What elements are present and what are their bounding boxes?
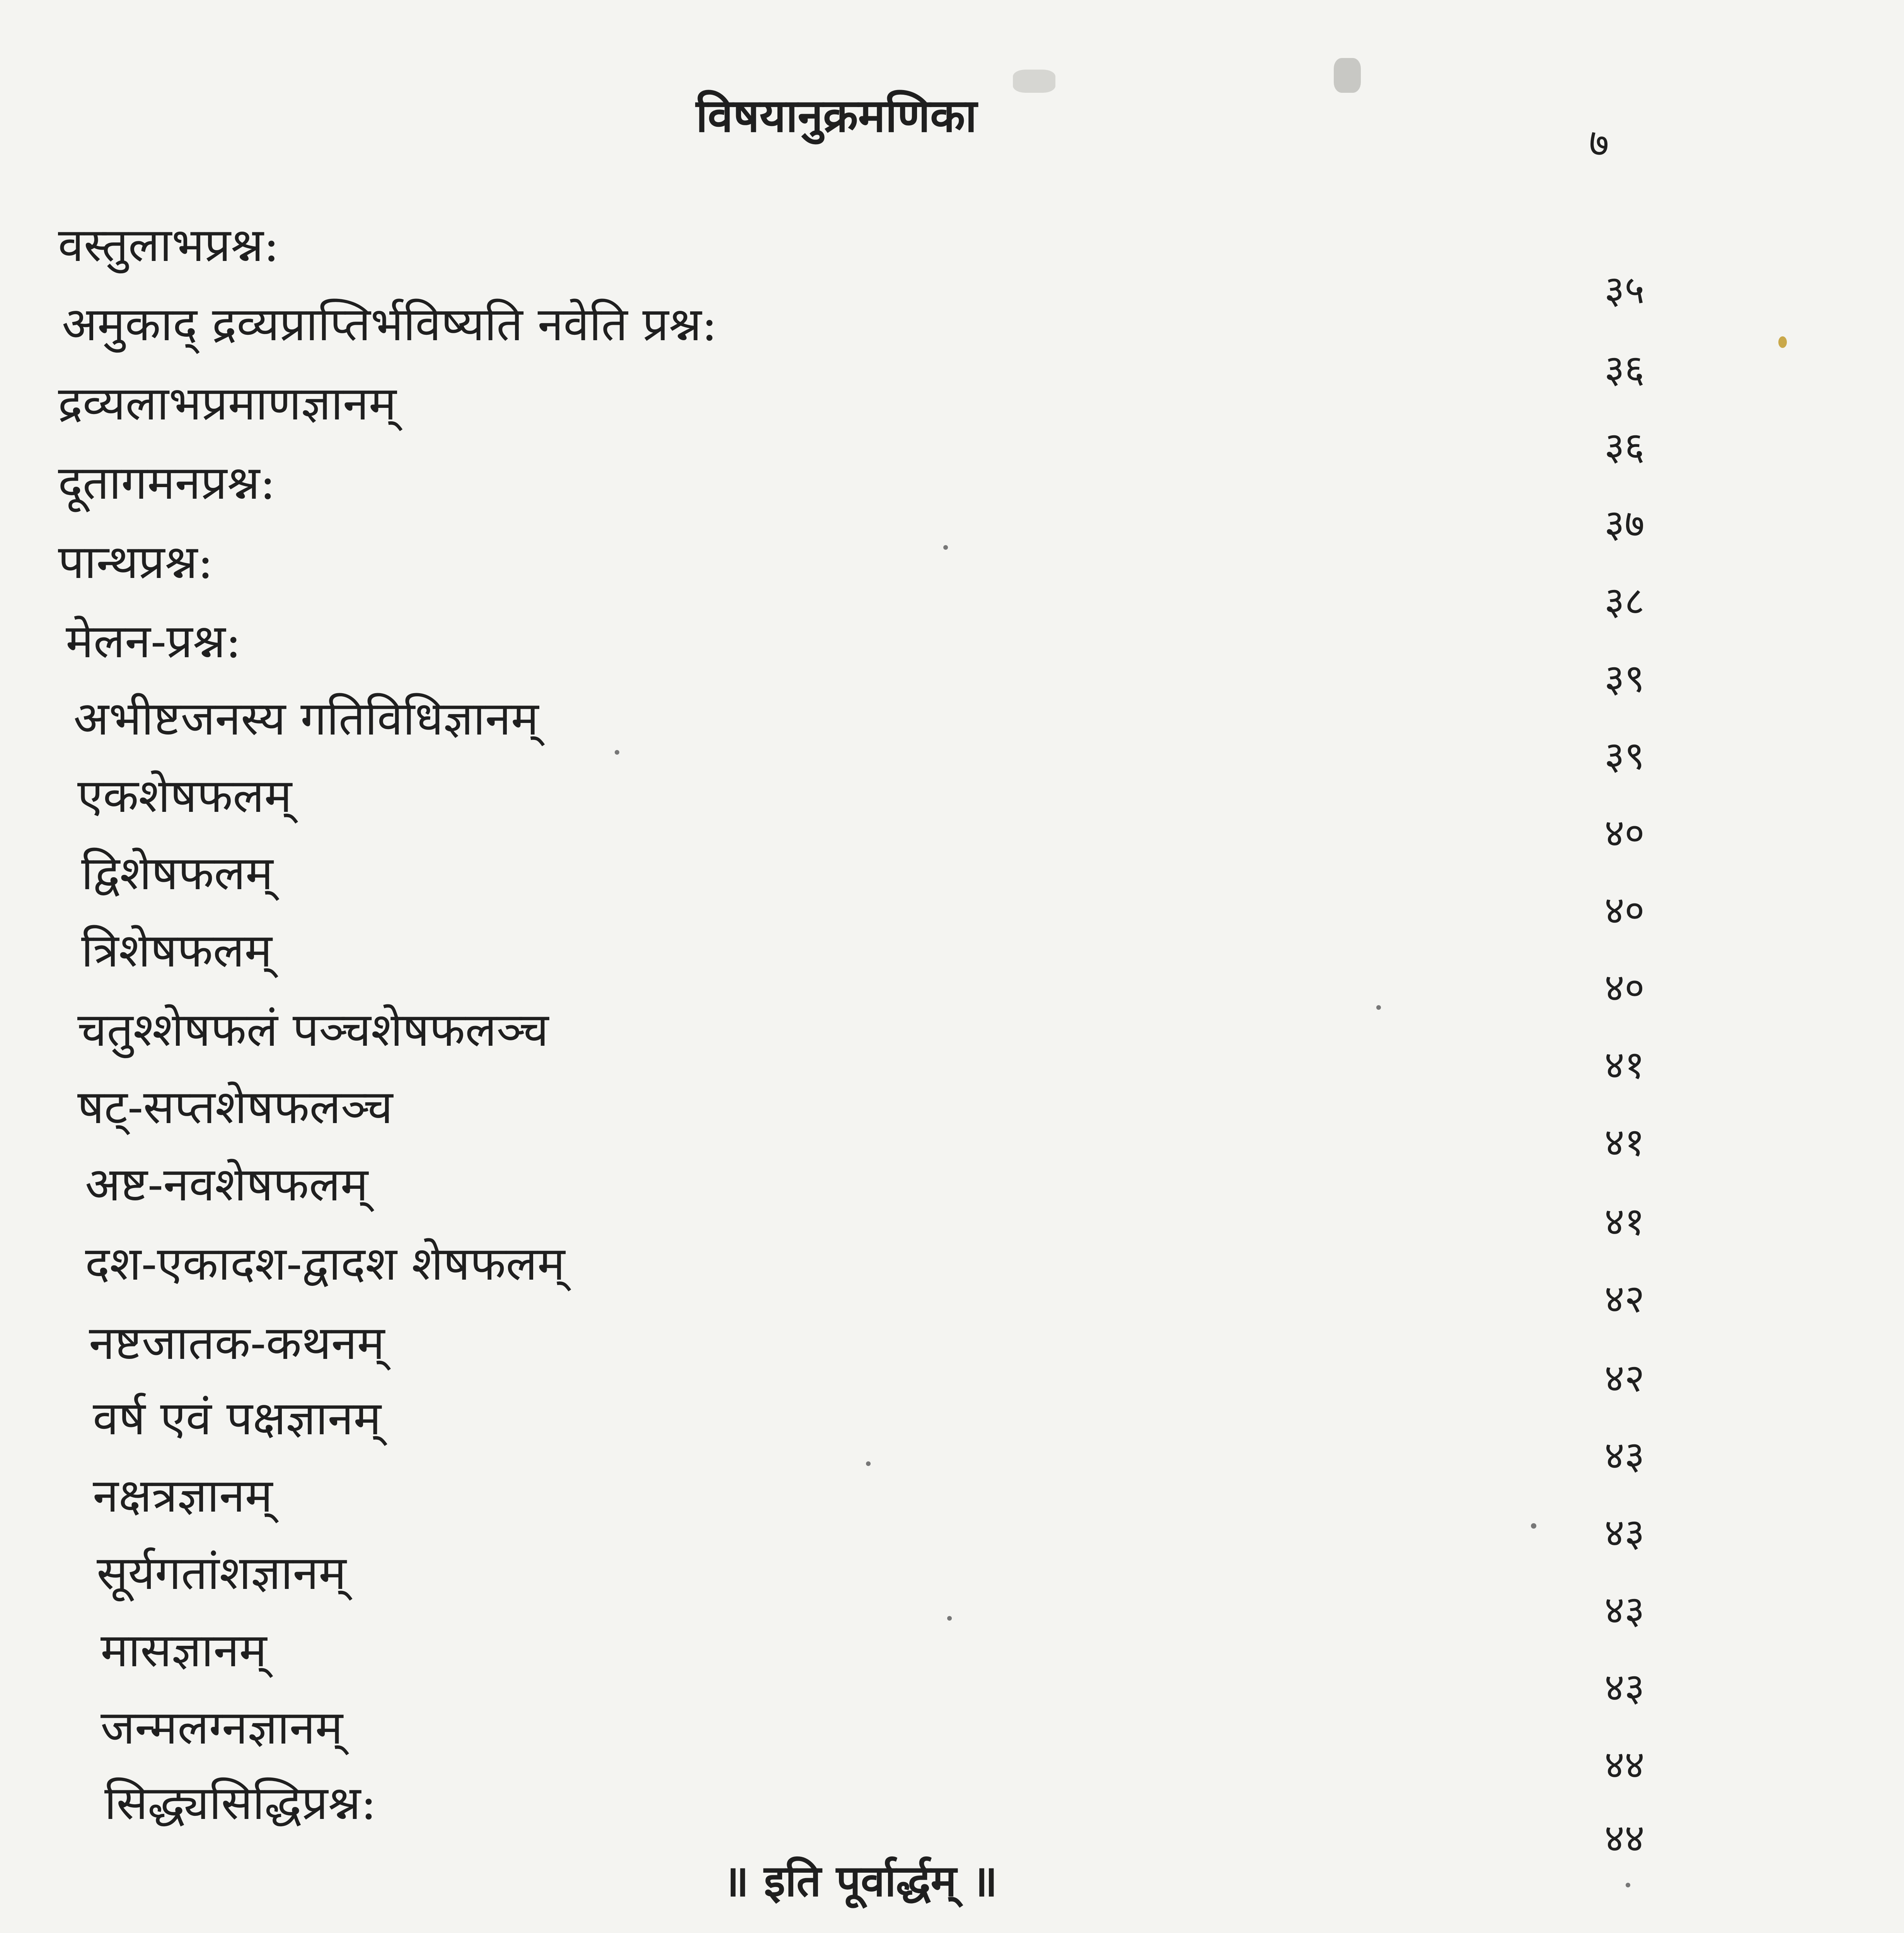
toc-entry-label: वस्तुलाभप्रश्न: — [58, 218, 280, 272]
toc-entry-label: द्रव्यलाभप्रमाणज्ञानम् — [58, 377, 397, 431]
scan-speck — [943, 545, 948, 550]
toc-entry-page: ३५ — [1604, 267, 1645, 312]
scan-speck — [615, 750, 619, 755]
part-end-marker: ॥ इति पूर्वार्द्धम् ॥ — [723, 1856, 998, 1906]
toc-entry-page: ४० — [1604, 888, 1645, 933]
toc-entry-page: ४३ — [1604, 1510, 1645, 1555]
toc-entry-page: ४१ — [1604, 1199, 1645, 1244]
toc-entry-label: वर्ष एवं पक्षज्ञानम् — [93, 1392, 382, 1445]
scan-speck — [1531, 1523, 1536, 1529]
toc-entry-page: ४४ — [1604, 1815, 1645, 1861]
toc-entry-label: षट्-सप्तशेषफलञ्च — [77, 1081, 393, 1134]
scan-speck — [1013, 70, 1055, 93]
scan-speck — [947, 1616, 952, 1621]
toc-entry-label: त्रिशेषफलम् — [81, 924, 272, 978]
page-title: विषयानुक्रमणिका — [696, 89, 977, 142]
scan-speck — [1334, 58, 1361, 93]
page-number: ७ — [1589, 120, 1609, 165]
toc-entry-page: ४३ — [1604, 1587, 1645, 1633]
toc-entry-label: अष्ट-नवशेषफलम् — [85, 1158, 368, 1212]
toc-entry-page: ४३ — [1604, 1665, 1645, 1710]
toc-entry-page: ४१ — [1604, 1120, 1645, 1165]
toc-entry-page: ४३ — [1604, 1433, 1645, 1478]
toc-entry-label: द्विशेषफलम् — [81, 847, 273, 900]
toc-entry-page: ३६ — [1604, 346, 1645, 392]
toc-entry-page: ३८ — [1604, 578, 1645, 624]
toc-entry-label: मेलन-प्रश्न: — [66, 615, 241, 668]
toc-entry-page: ३७ — [1604, 501, 1645, 546]
scan-speck — [866, 1461, 871, 1466]
scan-speck — [1778, 336, 1787, 348]
toc-entry-label: अमुकाद् द्रव्यप्राप्तिर्भविष्यति नवेति प्रश्न: — [62, 298, 718, 351]
toc-entry-page: ४२ — [1604, 1276, 1645, 1321]
toc-entry-label: चतुश्शेषफलं पञ्चशेषफलञ्च — [77, 1003, 549, 1057]
scan-speck — [1626, 1883, 1630, 1887]
toc-entry-page: ३९ — [1604, 733, 1645, 778]
toc-entry-label: सूर्यगतांशज्ञानम् — [97, 1546, 346, 1600]
toc-entry-page: ४२ — [1604, 1355, 1645, 1401]
toc-entry-page: ४० — [1604, 810, 1645, 856]
toc-entry-label: पान्थप्रश्न: — [58, 535, 213, 589]
toc-entry-label: नक्षत्रज्ञानम् — [93, 1469, 273, 1523]
toc-entry-page: ३६ — [1604, 424, 1645, 469]
toc-entry-label: नष्टजातक-कथनम् — [89, 1316, 385, 1370]
toc-entry-page: ४४ — [1604, 1742, 1645, 1787]
scan-speck — [1376, 1005, 1381, 1010]
toc-entry-label: मासज्ञानम् — [101, 1624, 267, 1677]
toc-entry-label: जन्मलग्नज्ञानम् — [101, 1701, 343, 1755]
toc-entry-label: दश-एकादश-द्वादश शेषफलम् — [85, 1237, 565, 1291]
toc-entry-label: अभीष्टजनस्य गतिविधिज्ञानम् — [73, 692, 539, 746]
toc-entry-page: ३९ — [1604, 656, 1645, 701]
toc-entry-label: दूतागमनप्रश्न: — [58, 456, 276, 510]
toc-entry-label: सिद्ध्यसिद्धिप्रश्न: — [104, 1776, 377, 1830]
toc-entry-page: ४० — [1604, 965, 1645, 1010]
toc-entry-label: एकशेषफलम् — [77, 769, 292, 823]
toc-entry-page: ४१ — [1604, 1042, 1645, 1088]
